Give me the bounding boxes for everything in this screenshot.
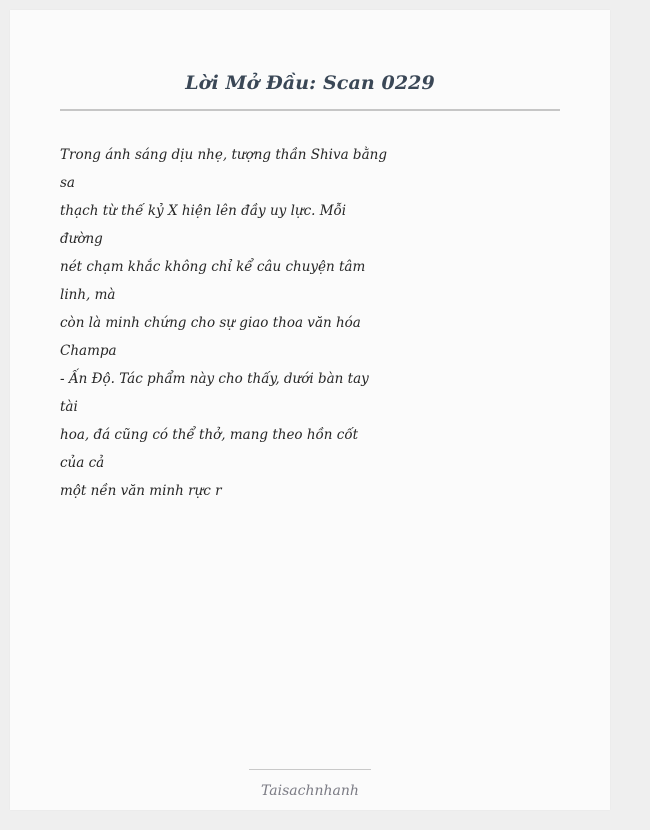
- footer-divider: [249, 769, 371, 770]
- text-line: Trong ánh sáng dịu nhẹ, tượng thần Shiva bằng: [60, 147, 387, 163]
- text-line: đường: [60, 231, 103, 247]
- title-divider: [60, 109, 560, 111]
- text-line: - Ấn Độ. Tác phẩm này cho thấy, dưới bàn tay: [60, 371, 369, 387]
- text-line: của cả: [60, 455, 105, 471]
- text-line: linh, mà: [60, 287, 116, 303]
- text-line: tài: [60, 399, 78, 415]
- text-line: Champa: [60, 343, 117, 359]
- text-line: thạch từ thế kỷ X hiện lên đầy uy lực. Mỗi: [60, 203, 347, 219]
- text-line: nét chạm khắc không chỉ kể câu chuyện tâm: [60, 259, 366, 275]
- text-line: sa: [60, 175, 75, 191]
- body-text: [60, 141, 387, 505]
- page-title: Lời Mở Đầu: Scan 0229: [185, 72, 435, 94]
- text-line: còn là minh chứng cho sự giao thoa văn hóa: [60, 315, 361, 331]
- footer-watermark: Taisachnhanh: [261, 783, 359, 799]
- text-line: một nền văn minh rực r: [60, 483, 222, 499]
- text-line: hoa, đá cũng có thể thở, mang theo hồn cốt: [60, 427, 359, 443]
